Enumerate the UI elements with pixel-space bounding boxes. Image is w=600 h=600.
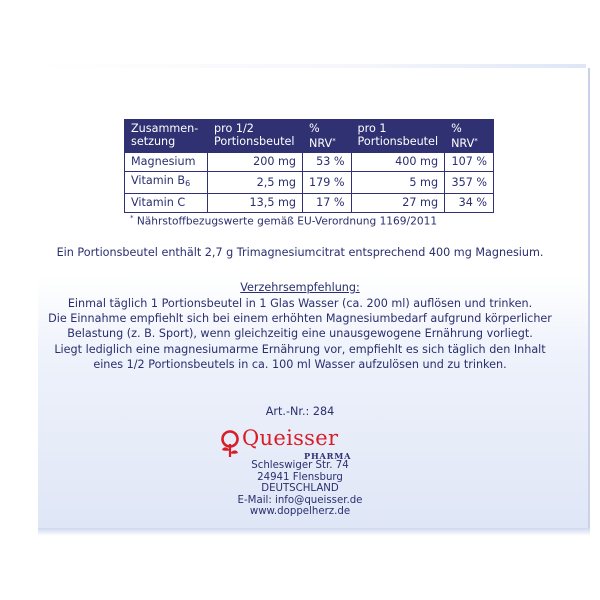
address-email: E-Mail: info@queisser.de [237,494,363,506]
address-line: 24941 Flensburg [257,471,343,483]
one-sachet-nrv: 34 % [445,194,494,213]
nutrition-row [125,172,494,194]
nutrition-table [124,119,494,213]
one-sachet-nrv: 107 % [445,153,494,172]
queisser-logo [220,424,380,464]
recommendation-heading: Verzehrsempfehlung: [240,281,360,294]
nutrient-name: Vitamin C [125,194,208,213]
recommendation-line: Einmal täglich 1 Portionsbeutel in 1 Glas Wasser (ca. 200 ml) auflösen und trinken. [67,297,533,310]
recommendation-line: eines 1/2 Portionsbeutels in ca. 100 ml Wasser aufzulösen und zu trinken. [93,357,507,371]
one-sachet-nrv: 357 % [445,172,494,194]
nrv-footnote: * Nährstoffbezugswerte gemäß EU-Verordnung 1169/2011 [130,214,438,228]
package-bottom-edge [38,528,590,536]
recommendation-text [0,296,600,372]
recommendation-line: Die Einnahme empfiehlt sich bei einem erhöhten Magnesiumbedarf aufgrund körperlicher [48,312,552,326]
half-sachet-amount: 2,5 mg [208,172,303,194]
nutrient-name: Vitamin $B_6$ [125,172,208,194]
recommendation-line: Liegt lediglich eine magnesiumarme Ernährung vor, empfiehlt es sich täglich den Inhalt [54,342,546,356]
one-sachet-amount: 5 mg [351,172,445,194]
half-sachet-nrv: 17 % [303,194,352,213]
recommendation-line: Belastung (z. B. Sport), wenn gleichzeitig eine unausgewogene Ernährung vorliegt. [67,327,533,341]
nutrition-table-header [125,120,494,153]
address-website: www.doppelherz.de [249,506,351,518]
address-line: Schleswiger Str. 74 [251,460,349,471]
header-one-nrv: % NRV* [445,120,494,153]
brand-name: Queisser [242,426,339,450]
one-sachet-amount: 27 mg [351,194,445,213]
address-line: DEUTSCHLAND [261,483,339,495]
header-one-sachet: pro 1 Portionsbeutel [351,120,445,153]
nutrient-name: Magnesium [125,153,208,172]
half-sachet-nrv: 179 % [303,172,352,194]
nutrition-row [125,153,494,172]
queisser-leaf-icon [220,430,240,458]
half-sachet-nrv: 53 % [303,153,352,172]
header-half-nrv: % NRV* [303,120,352,153]
one-sachet-amount: 400 mg [351,153,445,172]
half-sachet-amount: 13,5 mg [208,194,303,213]
brand-subtitle: PHARMA [304,451,352,461]
manufacturer-address [0,460,600,518]
article-number: Art.-Nr.: 284 [265,405,335,418]
ingredient-statement: Ein Portionsbeutel enthält 2,7 g Trimagnesiumcitrat entsprechend 400 mg Magnesium. [56,246,544,259]
header-composition: Zusammen- setzung [125,120,208,153]
half-sachet-amount: 200 mg [208,153,303,172]
header-half-sachet: pro 1/2 Portionsbeutel [208,120,303,153]
nutrition-row [125,194,494,213]
